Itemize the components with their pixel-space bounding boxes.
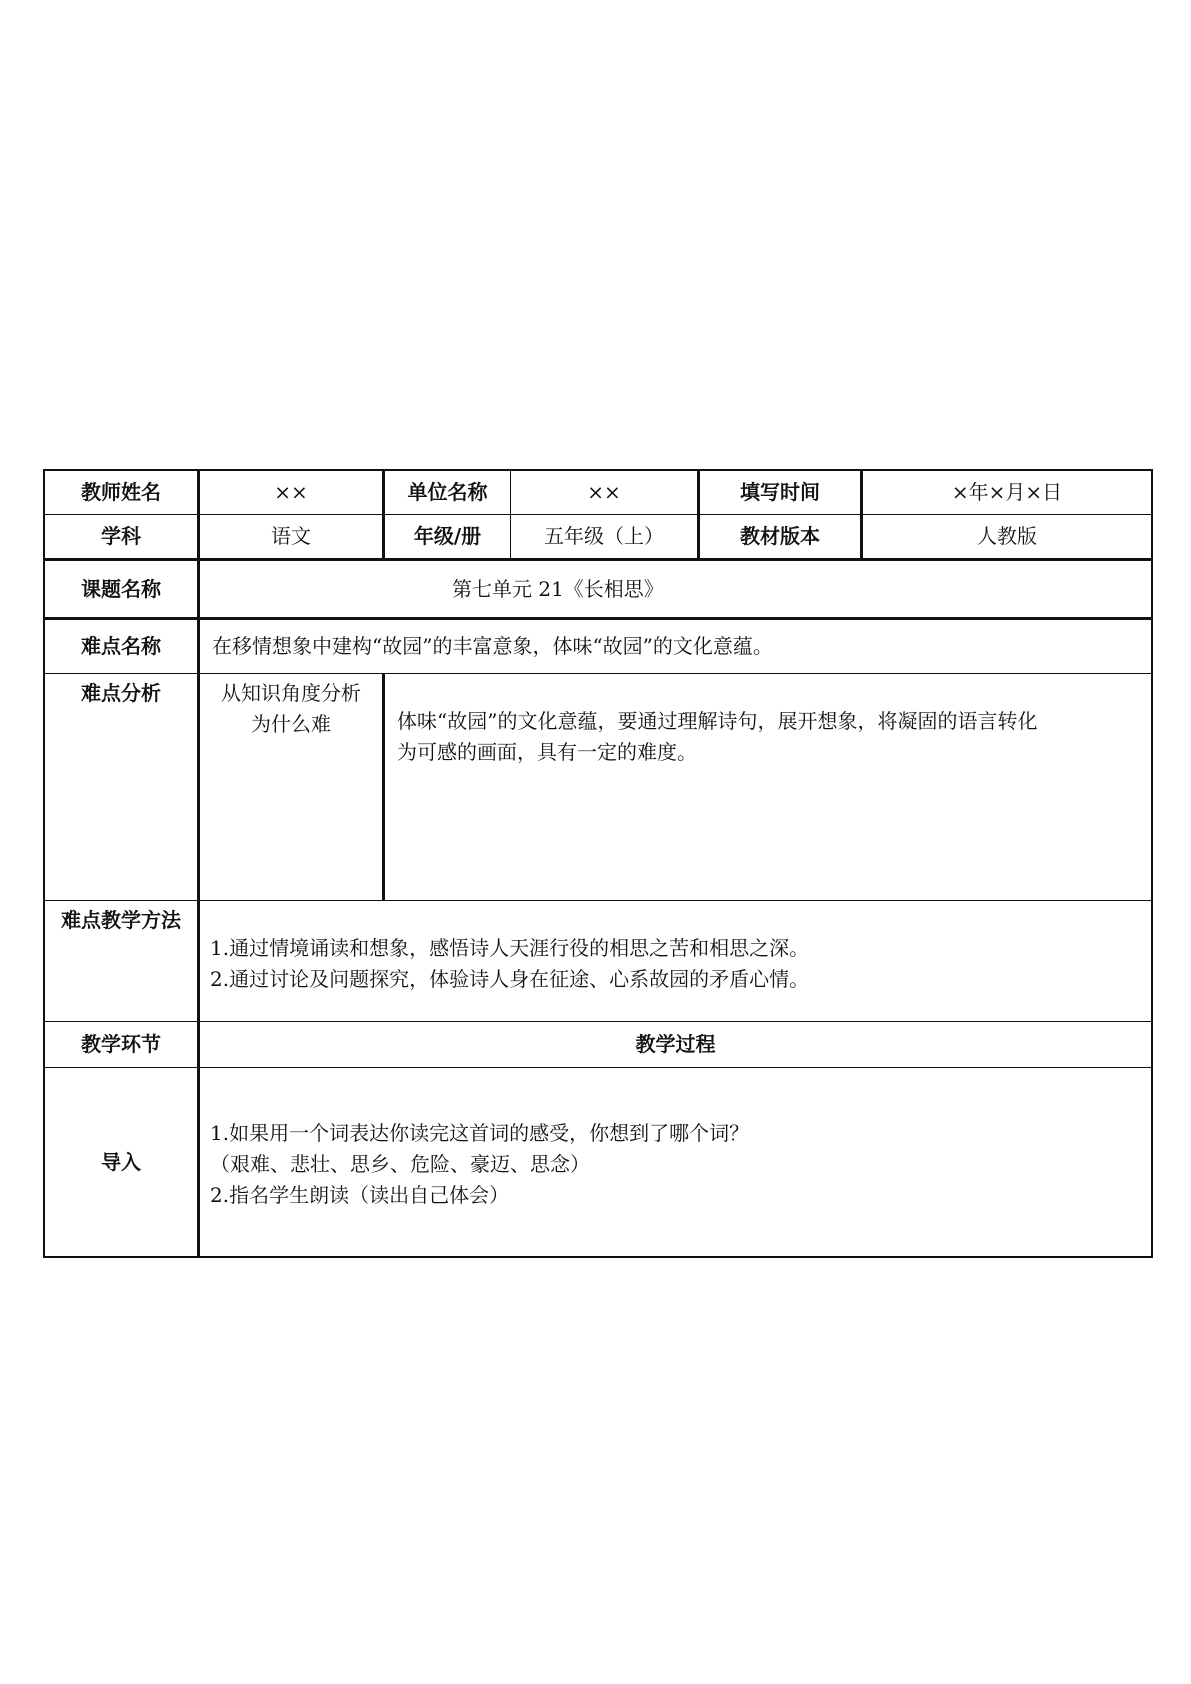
topic-value: 第七单元 21《长相思》 <box>452 576 664 601</box>
method-label: 难点教学方法 <box>61 908 181 932</box>
unit-name-label: 单位名称 <box>407 480 488 504</box>
analysis-text-line2: 为可感的画面，具有一定的难度。 <box>397 740 697 764</box>
teaching-process-header: 教学过程 <box>635 1032 716 1056</box>
difficulty-label: 难点名称 <box>81 634 161 658</box>
unit-name-value: ×× <box>587 480 621 504</box>
fill-date-label: 填写时间 <box>740 480 820 504</box>
intro-line3: 2.指名学生朗读（读出自己体会） <box>210 1183 510 1207</box>
difficulty-value: 在移情想象中建构“故园”的丰富意象，体味“故园”的文化意蕴。 <box>212 634 773 658</box>
intro-text <box>200 1068 1151 1256</box>
analysis-label: 难点分析 <box>81 681 161 705</box>
edition-value: 人教版 <box>977 524 1037 548</box>
subject-value: 语文 <box>271 524 311 548</box>
intro-line2: （艰难、悲壮、思乡、危险、豪迈、思念） <box>210 1152 590 1176</box>
teacher-name-label: 教师姓名 <box>81 480 161 504</box>
grade-value: 五年级（上） <box>544 524 664 548</box>
subject-label: 学科 <box>101 524 141 548</box>
method-line1: 1.通过情境诵读和想象，感悟诗人天涯行役的相思之苦和相思之深。 <box>210 936 810 960</box>
method-line2: 2.通过讨论及问题探究，体验诗人身在征途、心系故园的矛盾心情。 <box>210 967 810 991</box>
analysis-sublabel <box>200 674 382 900</box>
analysis-sublabel-line1: 从知识角度分析 <box>221 681 361 705</box>
teacher-name-value: ×× <box>274 480 308 504</box>
teaching-stage-header: 教学环节 <box>81 1032 161 1056</box>
topic-label: 课题名称 <box>81 576 161 601</box>
intro-label: 导入 <box>101 1149 141 1174</box>
method-text <box>200 901 1151 1021</box>
fill-date-value: ×年×月×日 <box>951 480 1063 504</box>
analysis-sublabel-line2: 为什么难 <box>251 712 331 736</box>
analysis-text <box>385 674 1151 900</box>
analysis-text-line1: 体味“故园”的文化意蕴，要通过理解诗句，展开想象，将凝固的语言转化 <box>397 709 1038 733</box>
intro-line1: 1.如果用一个词表达你读完这首词的感受，你想到了哪个词？ <box>210 1121 750 1145</box>
grade-label: 年级/册 <box>413 524 482 548</box>
edition-label: 教材版本 <box>740 524 820 548</box>
lesson-plan-table <box>43 469 1153 1258</box>
